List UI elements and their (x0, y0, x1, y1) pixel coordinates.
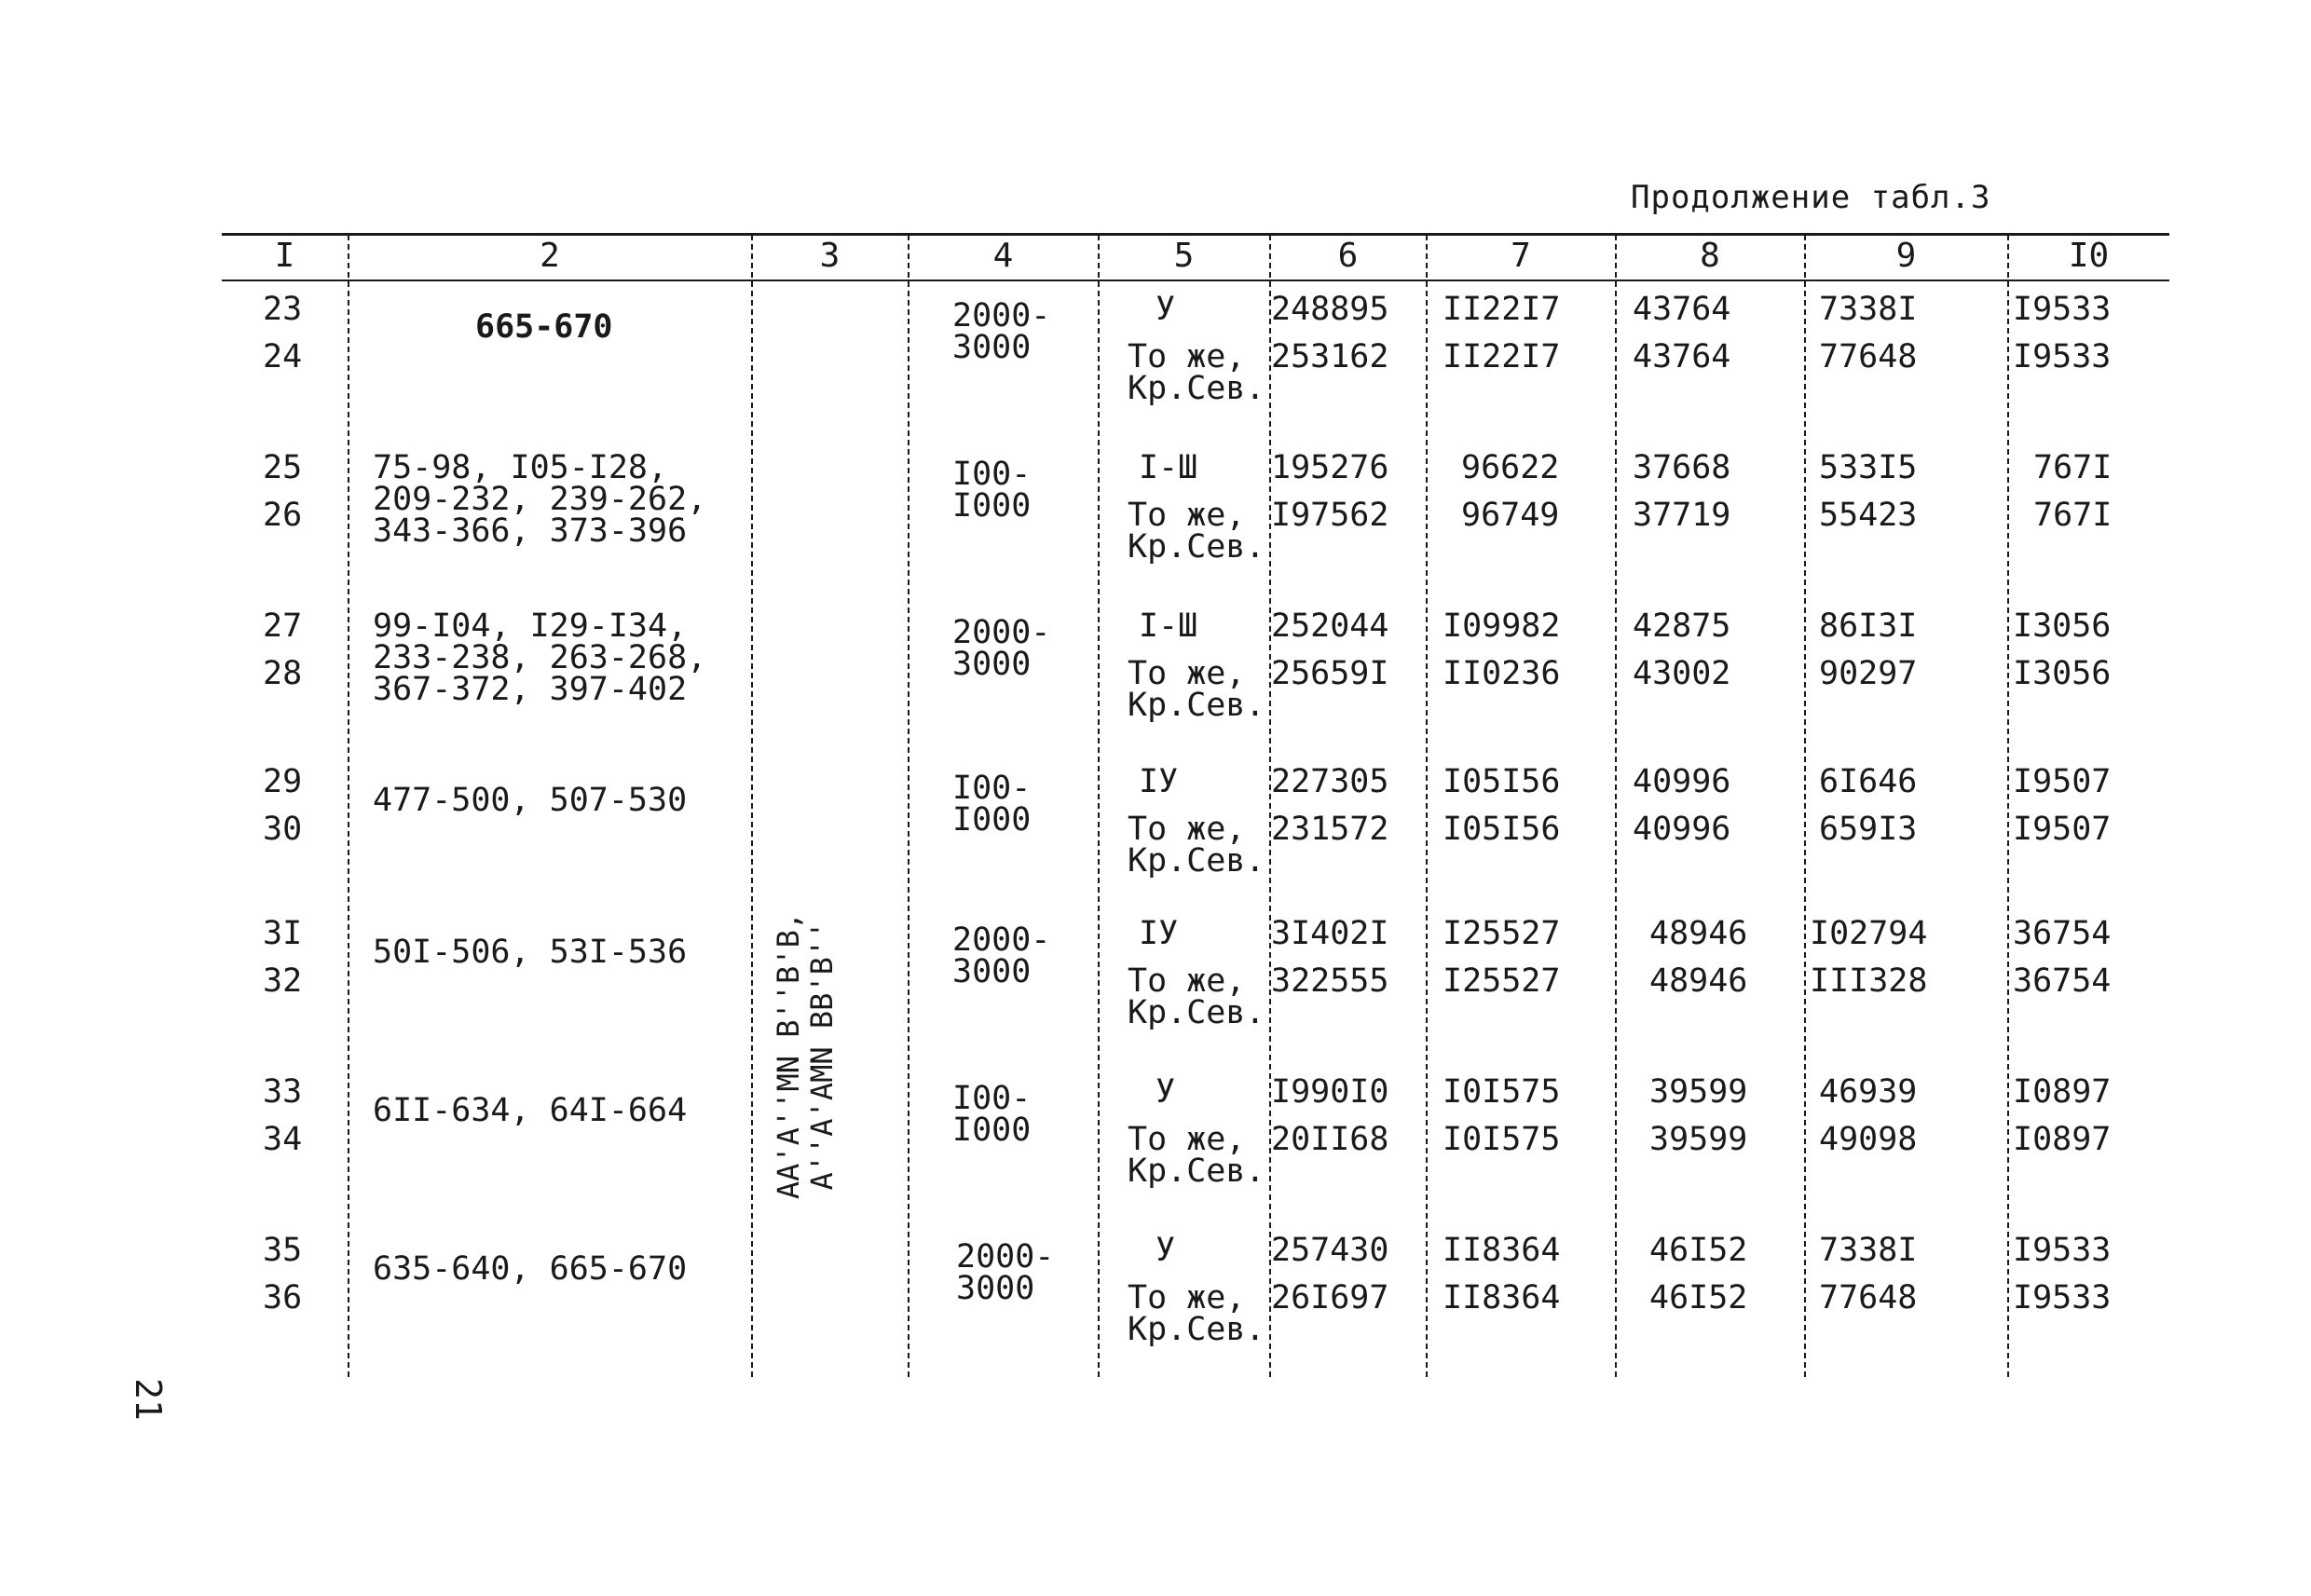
range-line: 6II-634, 64I-664 (373, 1092, 688, 1129)
table-cell: 40996 (1633, 811, 1731, 848)
span-line: 2000- (952, 614, 1051, 651)
column-divider (1269, 235, 1271, 1377)
table-cell: I97562 (1271, 497, 1389, 534)
table-cell: 77648 (1819, 338, 1918, 375)
table-cell: 46I52 (1649, 1279, 1748, 1316)
table-cell: 227305 (1271, 763, 1389, 800)
column-divider (2007, 235, 2009, 1377)
column-divider (751, 235, 753, 1377)
table-cell: 39599 (1649, 1121, 1748, 1158)
span-line: I000 (952, 801, 1032, 839)
category-note: То же, Кр.Сев. (1128, 497, 1265, 566)
span-line: 2000- (952, 297, 1051, 334)
range-line: 343-366, 373-396 (373, 512, 688, 550)
table-cell: 37719 (1633, 497, 1731, 534)
table-cell: I09982 (1443, 607, 1561, 645)
column-header: I0 (2068, 237, 2110, 275)
column-header: 9 (1895, 237, 1917, 275)
table-cell: 3I402I (1271, 915, 1389, 952)
table-cell: II0236 (1443, 655, 1561, 692)
table-cell: 6I646 (1819, 763, 1918, 800)
span-line: 2000- (956, 1238, 1055, 1275)
category: IУ (1139, 915, 1179, 952)
row-number: 23 (263, 291, 303, 328)
table-cell: 48946 (1649, 962, 1748, 1000)
table-cell: 49098 (1819, 1121, 1918, 1158)
category-note: То же, Кр.Сев. (1128, 962, 1265, 1031)
category: У (1156, 291, 1176, 328)
table-cell: 7338I (1819, 291, 1918, 328)
range-line: 99-I04, I29-I34, (373, 607, 688, 645)
table-cell: 20II68 (1271, 1121, 1389, 1158)
table-cell: 36754 (2013, 915, 2112, 952)
table-cell: II8364 (1443, 1232, 1561, 1269)
row-number: 33 (263, 1073, 303, 1111)
table-cell: 257430 (1271, 1232, 1389, 1269)
span-line: I00- (952, 1080, 1032, 1117)
table-cell: 77648 (1819, 1279, 1918, 1316)
span-line: 3000 (952, 953, 1032, 990)
row-number: 27 (263, 607, 303, 645)
column-header: 3 (819, 237, 841, 275)
range-line: 367-372, 397-402 (373, 671, 688, 708)
table-cell: 231572 (1271, 811, 1389, 848)
table-cell: I9533 (2013, 291, 2112, 328)
column-divider (1426, 235, 1428, 1377)
table-cell: I3056 (2013, 607, 2112, 645)
range-line: 75-98, I05-I28, (373, 449, 668, 486)
row-number: 28 (263, 655, 303, 692)
table-cell: 43002 (1633, 655, 1731, 692)
category: IУ (1139, 763, 1179, 800)
span-line: I000 (952, 487, 1032, 525)
table-cell: I9533 (2013, 338, 2112, 375)
category-note: То же, Кр.Сев. (1128, 1279, 1265, 1348)
table-cell: 43764 (1633, 338, 1731, 375)
table-header-rule (222, 280, 2169, 281)
row-number: 36 (263, 1279, 303, 1316)
table-cell: I02794 (1810, 915, 1928, 952)
column-divider (348, 235, 349, 1377)
category-note: То же, Кр.Сев. (1128, 811, 1265, 880)
table-cell: I3056 (2013, 655, 2112, 692)
row-number: 30 (263, 811, 303, 848)
column-3-code (762, 899, 848, 1212)
table-cell: 322555 (1271, 962, 1389, 1000)
table-cell: I0897 (2013, 1073, 2112, 1111)
table-caption: Продолжение табл.3 (1631, 179, 1991, 216)
table-cell: II22I7 (1443, 338, 1561, 375)
range-line: 233-238, 263-268, (373, 639, 707, 676)
row-number: 3I (263, 915, 303, 952)
table-cell: 46I52 (1649, 1232, 1748, 1269)
column-header: 8 (1700, 237, 1720, 275)
span-line: 3000 (956, 1270, 1035, 1307)
column-header: 7 (1511, 237, 1531, 275)
table-cell: 36754 (2013, 962, 2112, 1000)
code-line: AA'A''MN B''B'B, (771, 911, 806, 1200)
range-line: 477-500, 507-530 (373, 782, 688, 819)
table-cell: I0I575 (1443, 1121, 1561, 1158)
range-line: 635-640, 665-670 (373, 1250, 688, 1288)
table-cell: 659I3 (1819, 811, 1918, 848)
table-cell: I9533 (2013, 1232, 2112, 1269)
table-cell: I0I575 (1443, 1073, 1561, 1111)
row-number: 26 (263, 497, 303, 534)
table-cell: I25527 (1443, 962, 1561, 1000)
row-number: 25 (263, 449, 303, 486)
table-cell: 37668 (1633, 449, 1731, 486)
table-cell: II22I7 (1443, 291, 1561, 328)
span-line: I000 (952, 1112, 1032, 1149)
table-cell: 252044 (1271, 607, 1389, 645)
column-header: I (274, 237, 295, 275)
row-number: 34 (263, 1121, 303, 1158)
table-cell: I9507 (2013, 811, 2112, 848)
code-line: A''A'AMN BB'B'' (804, 921, 840, 1191)
column-divider (1804, 235, 1806, 1377)
table-cell: I05I56 (1443, 811, 1561, 848)
table-cell: 55423 (1819, 497, 1918, 534)
table-top-rule (222, 233, 2169, 236)
range-line: 665-670 (475, 308, 613, 346)
column-header: 2 (540, 237, 560, 275)
row-number: 35 (263, 1232, 303, 1269)
span-line: 3000 (952, 329, 1032, 366)
table-cell: I25527 (1443, 915, 1561, 952)
range-line: 50I-506, 53I-536 (373, 934, 688, 971)
column-divider (1615, 235, 1617, 1377)
span-line: 3000 (952, 646, 1032, 683)
category-note: То же, Кр.Сев. (1128, 338, 1265, 407)
table-cell: 46939 (1819, 1073, 1918, 1111)
table-cell: II8364 (1443, 1279, 1561, 1316)
column-header: 6 (1337, 237, 1359, 275)
span-line: 2000- (952, 921, 1051, 959)
table-cell: I9533 (2013, 1279, 2112, 1316)
column-header: 5 (1173, 237, 1195, 275)
table-cell: 253162 (1271, 338, 1389, 375)
table-cell: 248895 (1271, 291, 1389, 328)
row-number: 24 (263, 338, 303, 375)
table-cell: 96749 (1461, 497, 1560, 534)
column-header: 4 (992, 237, 1014, 275)
column-divider (1098, 235, 1100, 1377)
table-cell: 48946 (1649, 915, 1748, 952)
table-cell: 533I5 (1819, 449, 1918, 486)
table-cell: 39599 (1649, 1073, 1748, 1111)
table-cell: 96622 (1461, 449, 1560, 486)
span-line: I00- (952, 770, 1032, 807)
table-cell: 43764 (1633, 291, 1731, 328)
page-number: 21 (127, 1378, 169, 1421)
table-cell: 767I (2033, 449, 2113, 486)
table-cell: I05I56 (1443, 763, 1561, 800)
category-note: То же, Кр.Сев. (1128, 1121, 1265, 1190)
row-number: 29 (263, 763, 303, 800)
table-cell: I9507 (2013, 763, 2112, 800)
range-line: 209-232, 239-262, (373, 481, 707, 518)
row-number: 32 (263, 962, 303, 1000)
table-cell: 195276 (1271, 449, 1389, 486)
table-cell: 90297 (1819, 655, 1918, 692)
category: У (1156, 1232, 1176, 1269)
table-cell: 42875 (1633, 607, 1731, 645)
category: I-Ш (1139, 607, 1198, 645)
span-line: I00- (952, 456, 1032, 493)
category-note: То же, Кр.Сев. (1128, 655, 1265, 724)
category: I-Ш (1139, 449, 1198, 486)
table-cell: 26I697 (1271, 1279, 1389, 1316)
table-cell: 86I3I (1819, 607, 1918, 645)
table-cell: I990I0 (1271, 1073, 1389, 1111)
column-divider (908, 235, 909, 1377)
table-cell: 767I (2033, 497, 2113, 534)
table-cell: 7338I (1819, 1232, 1918, 1269)
table-cell: 25659I (1271, 655, 1389, 692)
category: У (1156, 1073, 1176, 1111)
table-cell: III328 (1810, 962, 1928, 1000)
table-cell: I0897 (2013, 1121, 2112, 1158)
table-cell: 40996 (1633, 763, 1731, 800)
